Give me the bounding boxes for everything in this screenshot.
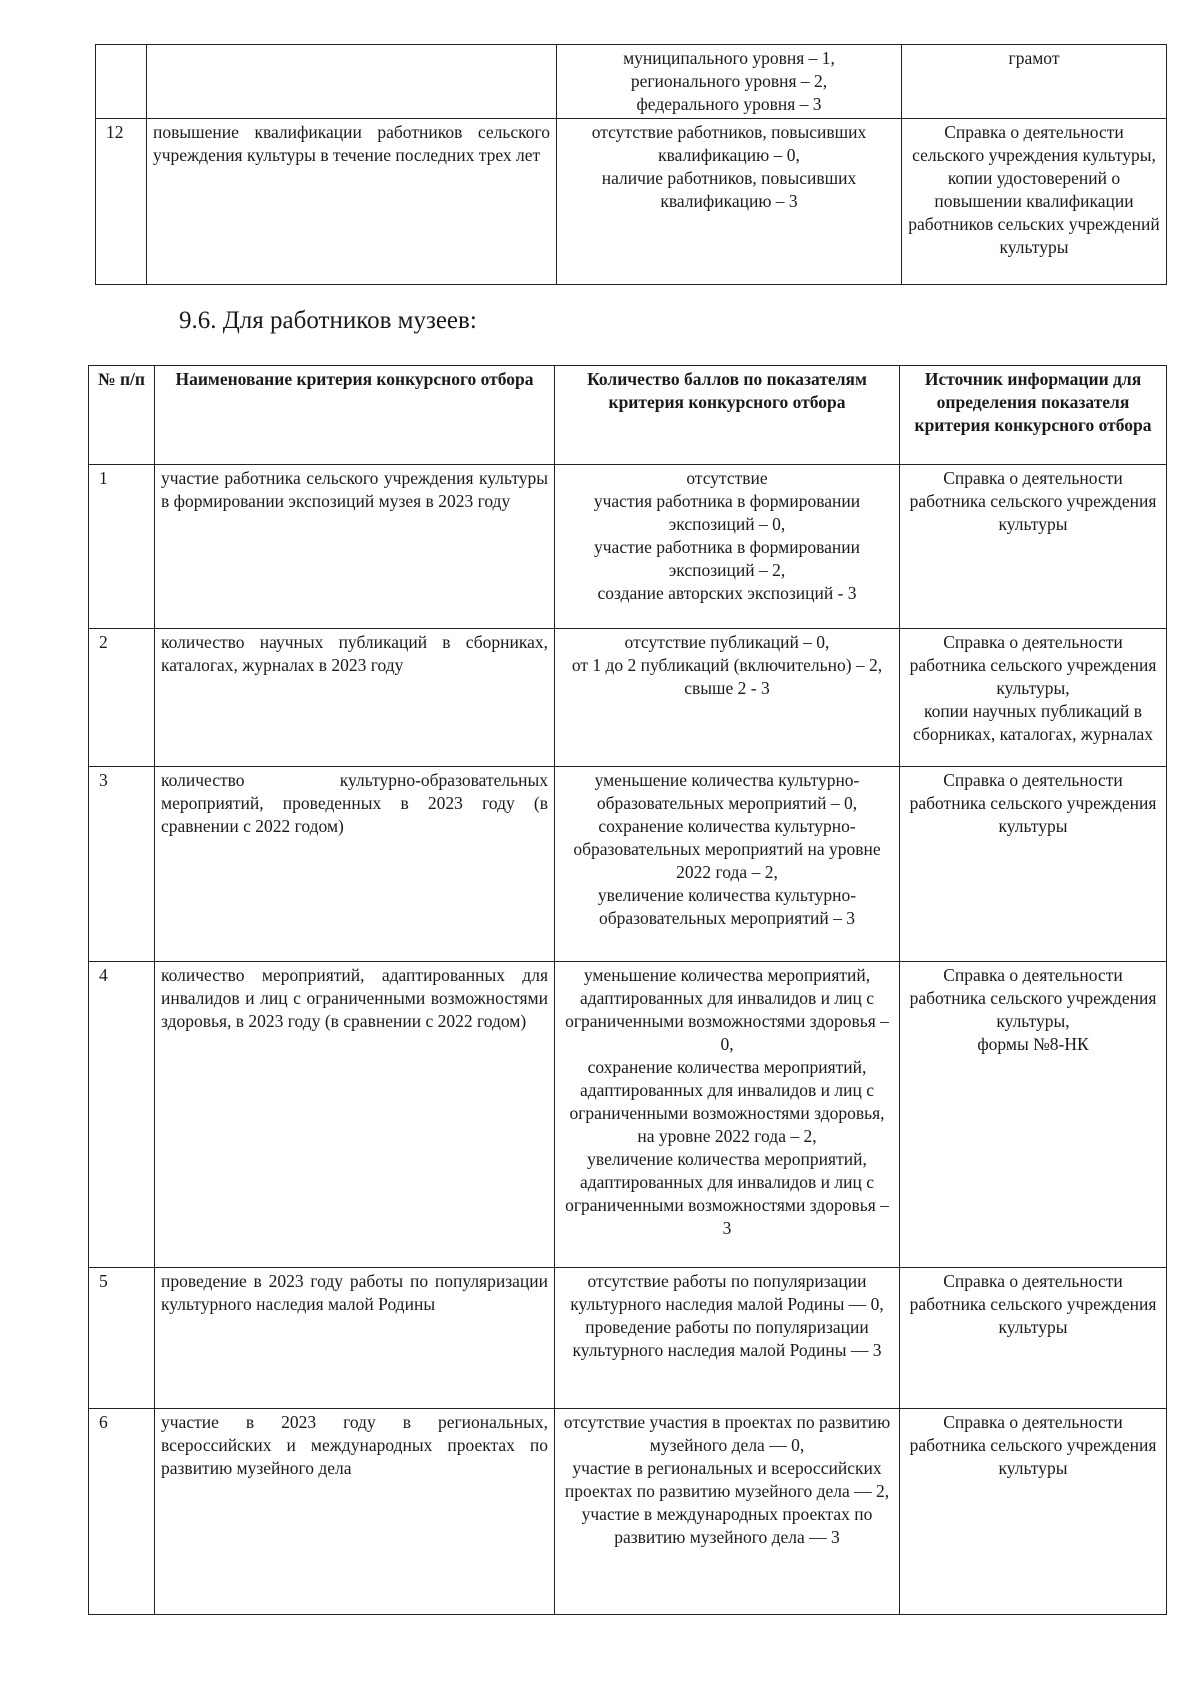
table-row [89,629,1167,767]
criterion-cell: проведение в 2023 году работы по популяризации культурного наследия малой Родины [155,1268,555,1409]
museum-criteria-table [88,365,1167,1615]
table-row [96,119,1167,285]
source-cell: Справка о деятельности работника сельского учреждения культуры [900,465,1167,629]
row-number: 5 [89,1268,155,1409]
table-row [89,962,1167,1268]
row-number: 6 [89,1409,155,1615]
criterion-cell: повышение квалификации работников сельского учреждения культуры в течение последних трех лет [147,119,557,285]
table-row [89,465,1167,629]
section-heading: 9.6. Для работников музеев: [179,307,477,334]
criterion-cell: участие в 2023 году в региональных, всероссийских и международных проектах по развитию музейного дела [155,1409,555,1615]
criterion-cell [147,45,557,119]
points-cell: уменьшение количества мероприятий, адаптированных для инвалидов и лиц с ограниченными возможностями здоровья – 0, сохранение количества мероприятий, адаптированных для инвалидов и лиц с ограниченными возможностями здоровья, на уровне 2022 года – 2, увеличение количества мероприятий, адаптированных для инвалидов и лиц с ограниченными возможностями здоровья – 3 [555,962,900,1268]
points-cell: отсутствие публикаций – 0, от 1 до 2 публикаций (включительно) – 2, свыше 2 - 3 [555,629,900,767]
points-cell: муниципального уровня – 1, регионального уровня – 2, федерального уровня – 3 [557,45,902,119]
table-row [89,767,1167,962]
row-number: 12 [96,119,147,285]
criterion-cell: количество научных публикаций в сборниках, каталогах, журналах в 2023 году [155,629,555,767]
criterion-cell: количество мероприятий, адаптированных для инвалидов и лиц с ограниченными возможностями здоровья, в 2023 году (в сравнении с 2022 годом) [155,962,555,1268]
header-points: Количество баллов по показателям критерия конкурсного отбора [555,366,900,465]
points-cell: отсутствие участия работника в формировании экспозиций – 0, участие работника в формировании экспозиций – 2, создание авторских экспозиций - 3 [555,465,900,629]
points-cell: отсутствие работы по популяризации культурного наследия малой Родины — 0, проведение работы по популяризации культурного наследия малой Родины — 3 [555,1268,900,1409]
source-cell: Справка о деятельности работника сельского учреждения культуры [900,1409,1167,1615]
source-cell: Справка о деятельности работника сельского учреждения культуры [900,1268,1167,1409]
table-header-row [89,366,1167,465]
table-row [89,1268,1167,1409]
points-cell: отсутствие работников, повысивших квалификацию – 0, наличие работников, повысивших квалификацию – 3 [557,119,902,285]
source-cell: грамот [902,45,1167,119]
source-cell: Справка о деятельности сельского учреждения культуры, копии удостоверений о повышении квалификации работников сельских учреждений культуры [902,119,1167,285]
table-row [89,1409,1167,1615]
header-criterion: Наименование критерия конкурсного отбора [155,366,555,465]
source-cell: Справка о деятельности работника сельского учреждения культуры [900,767,1167,962]
criterion-cell: участие работника сельского учреждения культуры в формировании экспозиций музея в 2023 году [155,465,555,629]
header-source: Источник информации для определения показателя критерия конкурсного отбора [900,366,1167,465]
header-num: № п/п [89,366,155,465]
criterion-cell: количество культурно-образовательных мероприятий, проведенных в 2023 году (в сравнении с 2022 годом) [155,767,555,962]
row-number: 3 [89,767,155,962]
row-number [96,45,147,119]
points-cell: уменьшение количества культурно-образовательных мероприятий – 0, сохранение количества культурно-образовательных мероприятий на уровне 2022 года – 2, увеличение количества культурно-образовательных мероприятий – 3 [555,767,900,962]
source-cell: Справка о деятельности работника сельского учреждения культуры, формы №8-НК [900,962,1167,1268]
row-number: 2 [89,629,155,767]
points-cell: отсутствие участия в проектах по развитию музейного дела — 0, участие в региональных и всероссийских проектах по развитию музейного дела — 2, участие в международных проектах по развитию музейного дела — 3 [555,1409,900,1615]
top-table-continuation [95,44,1167,285]
row-number: 1 [89,465,155,629]
source-cell: Справка о деятельности работника сельского учреждения культуры, копии научных публикаций в сборниках, каталогах, журналах [900,629,1167,767]
table-row [96,45,1167,119]
row-number: 4 [89,962,155,1268]
